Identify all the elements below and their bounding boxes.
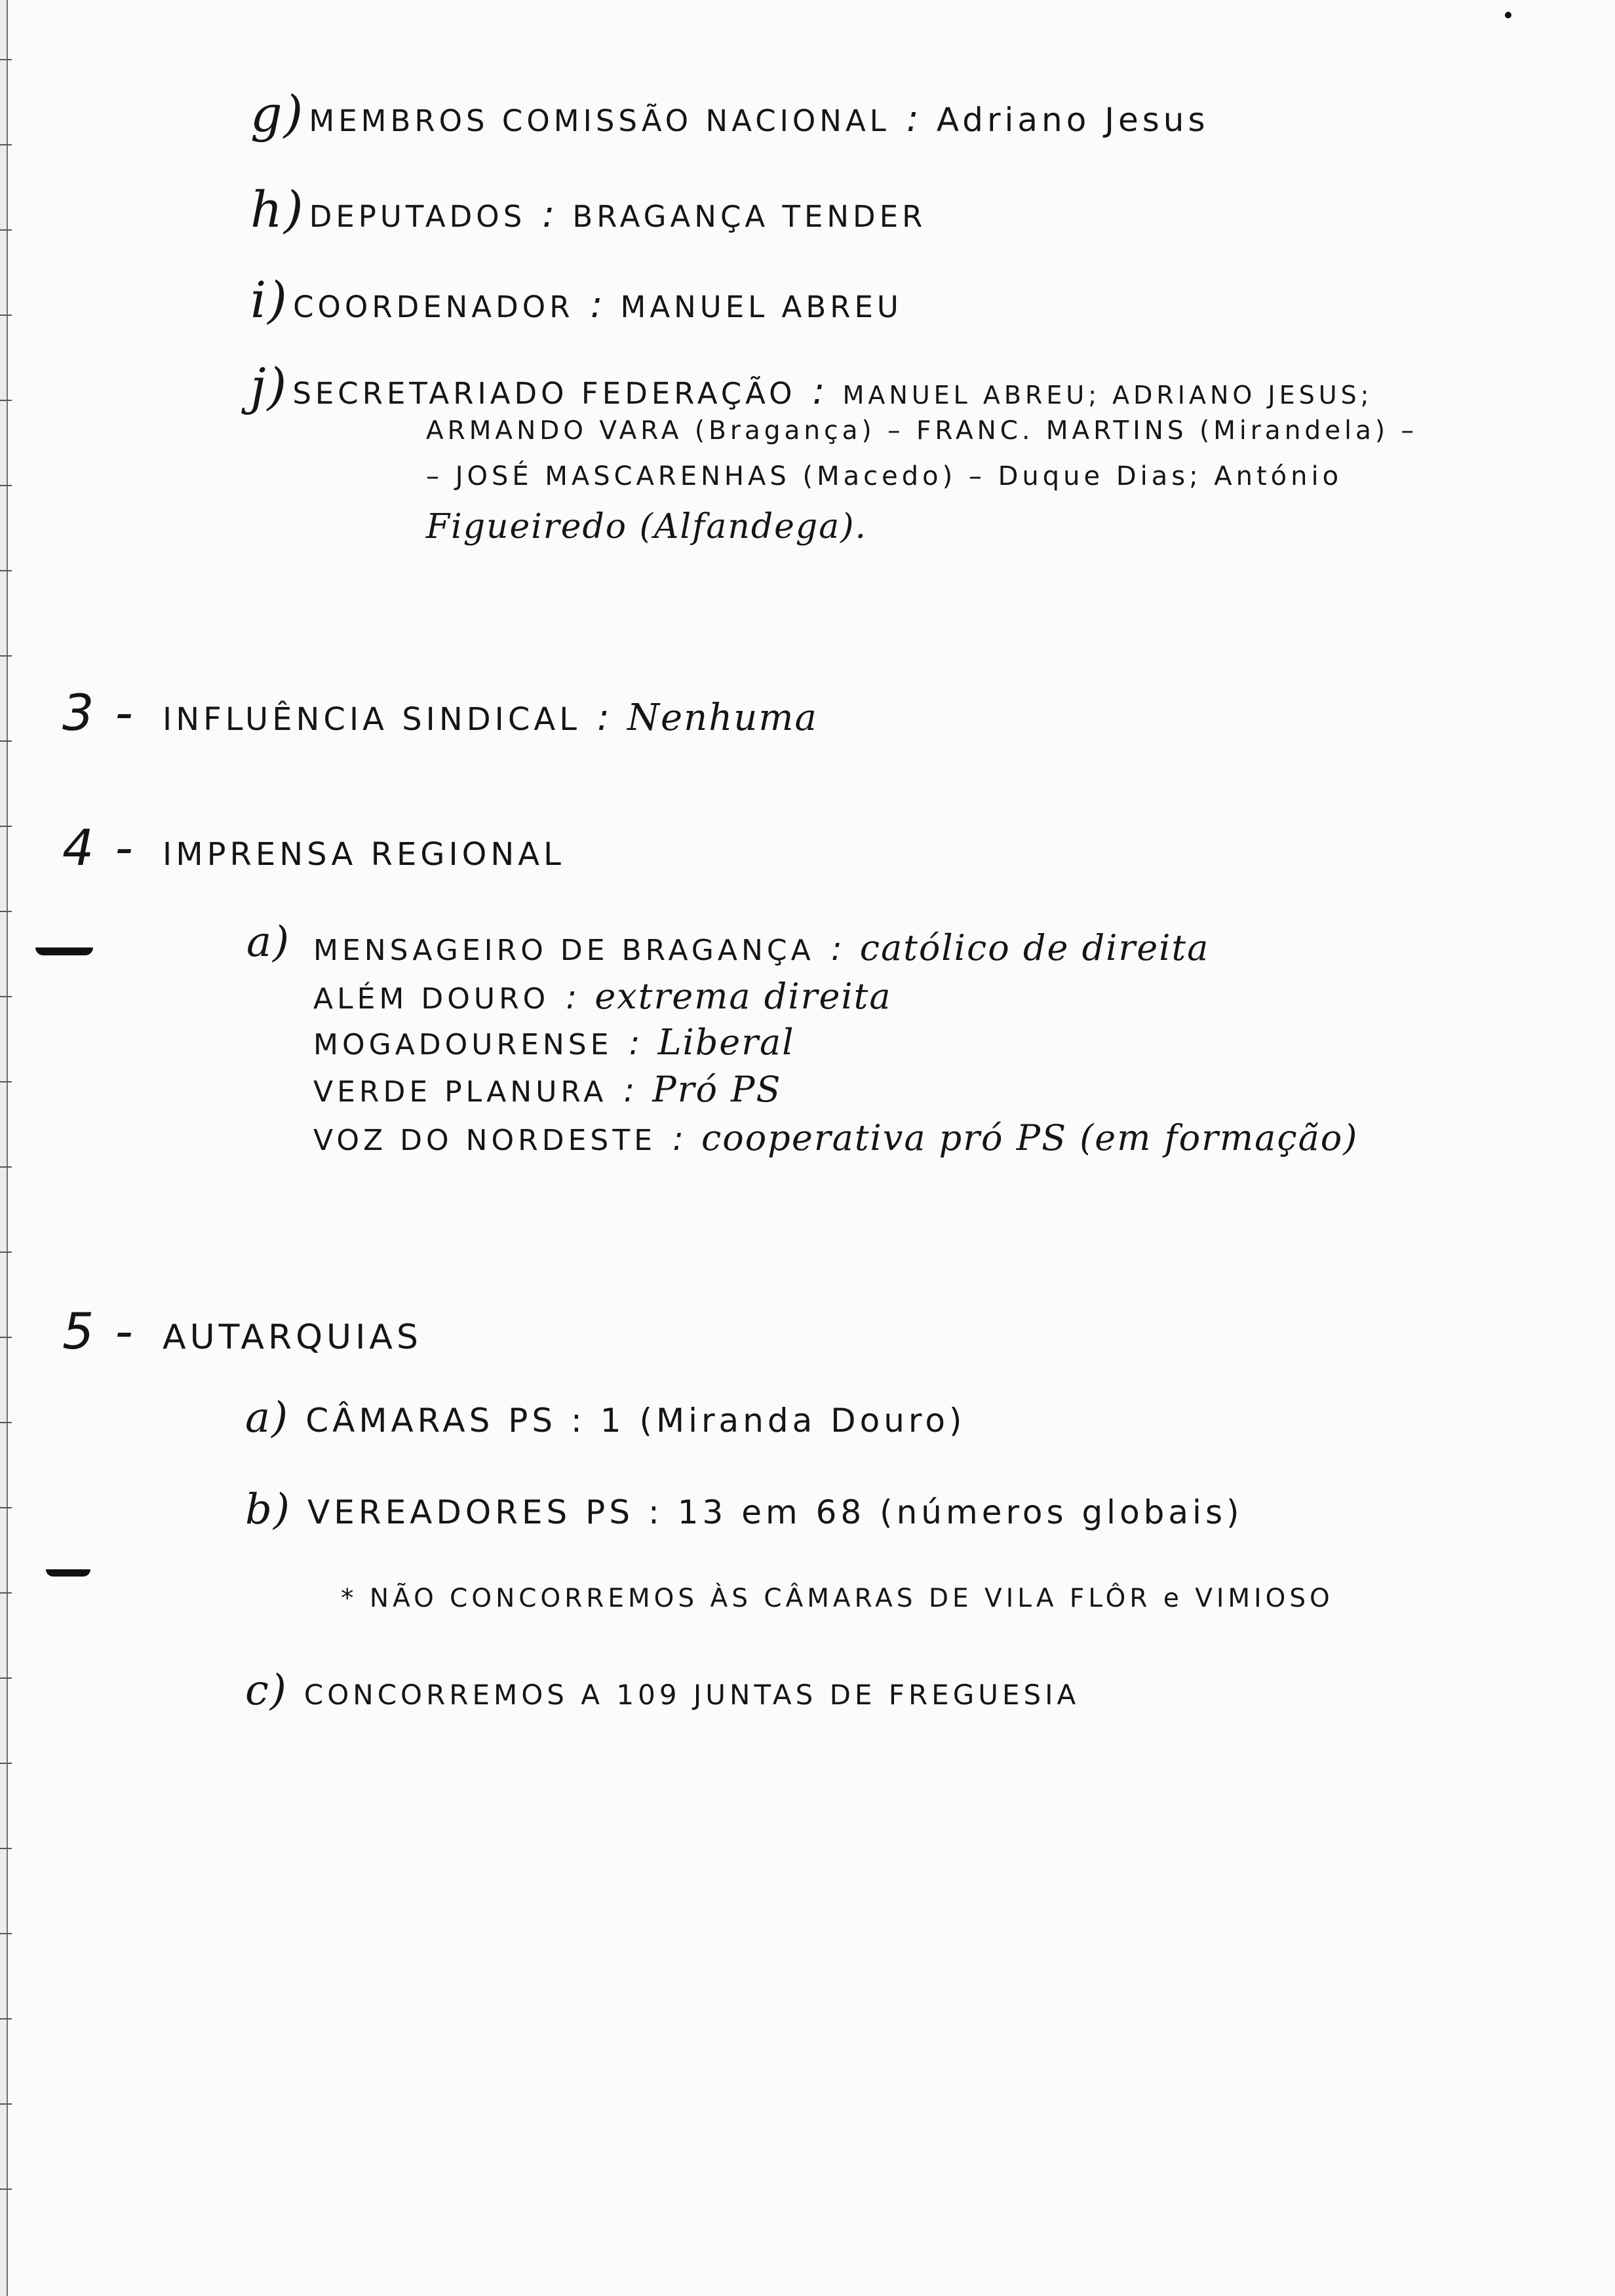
section-5-line (62, 1302, 422, 1360)
item-i-value: MANUEL ABREU (620, 290, 903, 324)
item-g-title: MEMBROS COMISSÃO NACIONAL (309, 104, 890, 138)
section-3-value: Nenhuma (627, 697, 818, 739)
section-5-note: * NÃO CONCORREMOS ÀS CÂMARAS DE VILA FLÔR e VIMIOSO (341, 1584, 1334, 1613)
press-entry-separator: : (830, 930, 844, 968)
edge-tick (0, 59, 12, 60)
edge-tick (0, 911, 12, 912)
item-g-line (250, 85, 1209, 143)
section-5-item-a-label: a) (245, 1394, 290, 1442)
item-h-separator: : (542, 193, 556, 236)
edge-tick (0, 2018, 12, 2019)
item-g-label: g) (250, 85, 305, 143)
section-5-item-a-line (245, 1394, 966, 1442)
section-4-title: IMPRENSA REGIONAL (163, 836, 565, 873)
edge-tick (0, 1507, 12, 1508)
item-h-label: h) (250, 180, 305, 239)
item-j-label: j) (250, 357, 288, 415)
press-entry (313, 1117, 1359, 1158)
item-j-separator: : (812, 370, 827, 413)
section-4-item-a-label: a) (246, 918, 291, 966)
press-entry-name: ALÉM DOURO (313, 982, 550, 1016)
item-h-line (250, 180, 927, 239)
item-i-line (250, 271, 903, 329)
edge-tick (0, 229, 12, 231)
press-entry-name: VERDE PLANURA (313, 1075, 608, 1109)
section-5-item-c-text: CONCORREMOS A 109 JUNTAS DE FREGUESIA (303, 1679, 1080, 1711)
section-5-item-b-line (245, 1485, 1243, 1534)
edge-tick (0, 1677, 12, 1679)
item-j-line-4: Figueiredo (Alfandega). (426, 507, 868, 546)
edge-tick (0, 1252, 12, 1253)
binder-mark (46, 1569, 90, 1577)
edge-tick (0, 1763, 12, 1764)
edge-tick (0, 485, 12, 486)
edge-tick (0, 2189, 12, 2190)
press-entry-value: cooperativa pró PS (em formação) (701, 1117, 1359, 1158)
press-entry-separator: : (672, 1120, 685, 1158)
item-h-title: DEPUTADOS (309, 199, 526, 234)
press-entry-separator: : (629, 1024, 642, 1062)
item-i-separator: : (590, 284, 604, 326)
press-entry (313, 1069, 782, 1110)
section-5-number: 5 - (62, 1302, 136, 1360)
item-j-line-1 (250, 357, 1373, 415)
edge-tick (0, 144, 12, 145)
press-entry (313, 927, 1210, 968)
edge-tick (0, 996, 12, 997)
edge-tick (0, 655, 12, 657)
item-g-value: Adriano Jesus (936, 101, 1209, 139)
section-4-number: 4 - (62, 818, 136, 877)
edge-tick (0, 740, 12, 742)
section-5-item-b-label: b) (245, 1485, 291, 1534)
press-entry (313, 1022, 795, 1063)
section-5-item-b-text: VEREADORES PS : 13 em 68 (números globais) (307, 1493, 1243, 1531)
section-3-line (62, 683, 818, 742)
press-entry-name: MENSAGEIRO DE BRAGANÇA (313, 934, 815, 967)
item-i-label: i) (250, 271, 288, 329)
edge-tick (0, 1081, 12, 1082)
section-5-title: AUTARQUIAS (163, 1318, 422, 1357)
section-3-number: 3 - (62, 683, 136, 742)
press-entry-value: católico de direita (859, 927, 1210, 968)
item-j-line1: MANUEL ABREU; ADRIANO JESUS; (842, 381, 1373, 410)
edge-tick (0, 1337, 12, 1338)
edge-tick (0, 400, 12, 401)
section-3-title: INFLUÊNCIA SINDICAL (163, 701, 581, 738)
press-entry-separator: : (566, 978, 579, 1016)
press-entry-value: Pró PS (652, 1069, 782, 1110)
press-entry (313, 976, 892, 1017)
binder-mark (35, 947, 93, 955)
press-entry-value: Liberal (657, 1022, 795, 1063)
item-j-title: SECRETARIADO FEDERAÇÃO (292, 376, 796, 411)
item-i-title: COORDENADOR (293, 290, 574, 324)
press-entry-separator: : (623, 1071, 636, 1109)
edge-tick (0, 2103, 12, 2105)
item-j-line-3: – JOSÉ MASCARENHAS (Macedo) – Duque Dias; António (426, 461, 1343, 491)
item-h-value: BRAGANÇA TENDER (572, 199, 927, 234)
press-entry-name: VOZ DO NORDESTE (313, 1124, 656, 1157)
edge-tick (0, 1933, 12, 1934)
section-3-separator: : (597, 697, 611, 739)
item-g-separator: : (906, 98, 920, 140)
edge-tick (0, 315, 12, 316)
edge-tick (0, 1848, 12, 1849)
page-left-edge (0, 0, 8, 2296)
press-entry-value: extrema direita (594, 976, 892, 1017)
ink-spot (1505, 12, 1511, 18)
edge-tick (0, 1422, 12, 1423)
press-entry-name: MOGADOURENSE (313, 1028, 613, 1062)
section-5-item-c-label: c) (245, 1666, 288, 1715)
item-j-line-2: ARMANDO VARA (Bragança) – FRANC. MARTINS (Mirandela) – (426, 416, 1418, 446)
edge-tick (0, 826, 12, 827)
edge-tick (0, 1166, 12, 1168)
section-5-item-c-line (245, 1666, 1080, 1715)
section-5-item-a-text: CÂMARAS PS : 1 (Miranda Douro) (305, 1402, 966, 1440)
edge-tick (0, 570, 12, 571)
edge-tick (0, 1592, 12, 1594)
section-4-line (62, 818, 565, 877)
